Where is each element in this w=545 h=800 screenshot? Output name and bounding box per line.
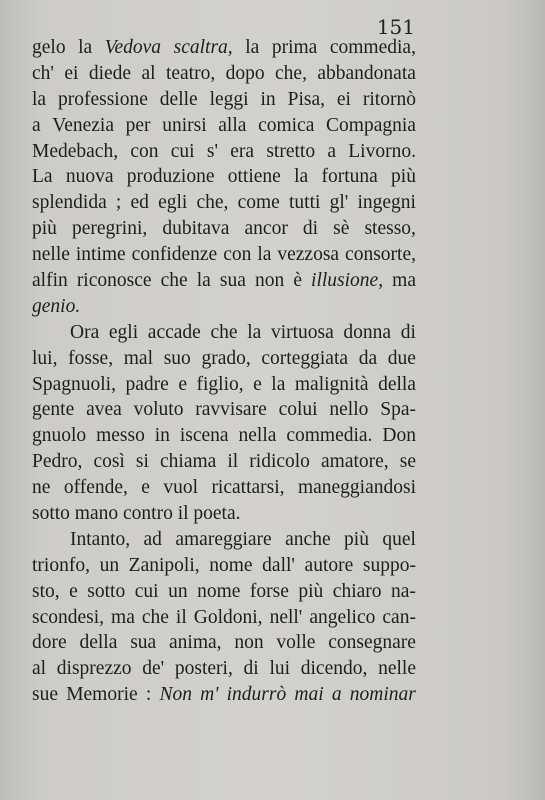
- text-line: Ora egli accade che la virtuosa donna di: [70, 321, 416, 343]
- text-line: più peregrini, dubitava ancor di sè stesso,: [32, 218, 416, 240]
- text-line: gnuolo messo in iscena nella commedia. Don: [32, 425, 416, 447]
- text-line: La nuova produzione ottiene la fortuna più: [32, 166, 416, 188]
- text-line: sotto mano contro il poeta.: [32, 503, 241, 525]
- page-number: 151: [376, 15, 415, 39]
- text-line: scondesi, ma che il Goldoni, nell' angelico can-: [32, 606, 416, 628]
- text-line: splendida ; ed egli che, come tutti gl' ingegni: [32, 192, 416, 214]
- text-line: Medebach, con cui s' era stretto a Livorno.: [32, 140, 416, 162]
- body-text: [32, 35, 416, 708]
- text-line: la professione delle leggi in Pisa, ei ritornò: [32, 88, 416, 110]
- text-line: sue Memorie : Non m' indurrò mai a nominar: [32, 684, 416, 706]
- text-line: ch' ei diede al teatro, dopo che, abbandonata: [32, 62, 416, 84]
- text-line: a Venezia per unirsi alla comica Compagnia: [32, 114, 416, 136]
- text-line: gente avea voluto ravvisare colui nello Spa-: [32, 399, 416, 421]
- text-line: dore della sua anima, non volle consegnare: [32, 632, 416, 654]
- text-line: sto, e sotto cui un nome forse più chiaro na-: [32, 580, 416, 602]
- text-line: genio.: [32, 295, 81, 317]
- text-line: Intanto, ad amareggiare anche più quel: [70, 528, 416, 550]
- text-line: trionfo, un Zanipoli, nome dall' autore suppo-: [32, 554, 416, 576]
- text-line: gelo la Vedova scaltra, la prima commedia,: [32, 37, 416, 58]
- text-line: lui, fosse, mal suo grado, corteggiata da due: [32, 347, 416, 369]
- text-line: nelle intime confidenze con la vezzosa consorte,: [32, 244, 416, 266]
- text-line: Pedro, così si chiama il ridicolo amatore, se: [32, 451, 416, 473]
- text-line: al disprezzo de' posteri, di lui dicendo, nelle: [32, 658, 416, 680]
- text-line: alfin riconosce che la sua non è illusione, ma: [32, 270, 416, 292]
- text-line: Spagnuoli, padre e figlio, e la malignità della: [32, 373, 416, 395]
- text-line: ne offende, e vuol ricattarsi, maneggiandosi: [32, 477, 416, 499]
